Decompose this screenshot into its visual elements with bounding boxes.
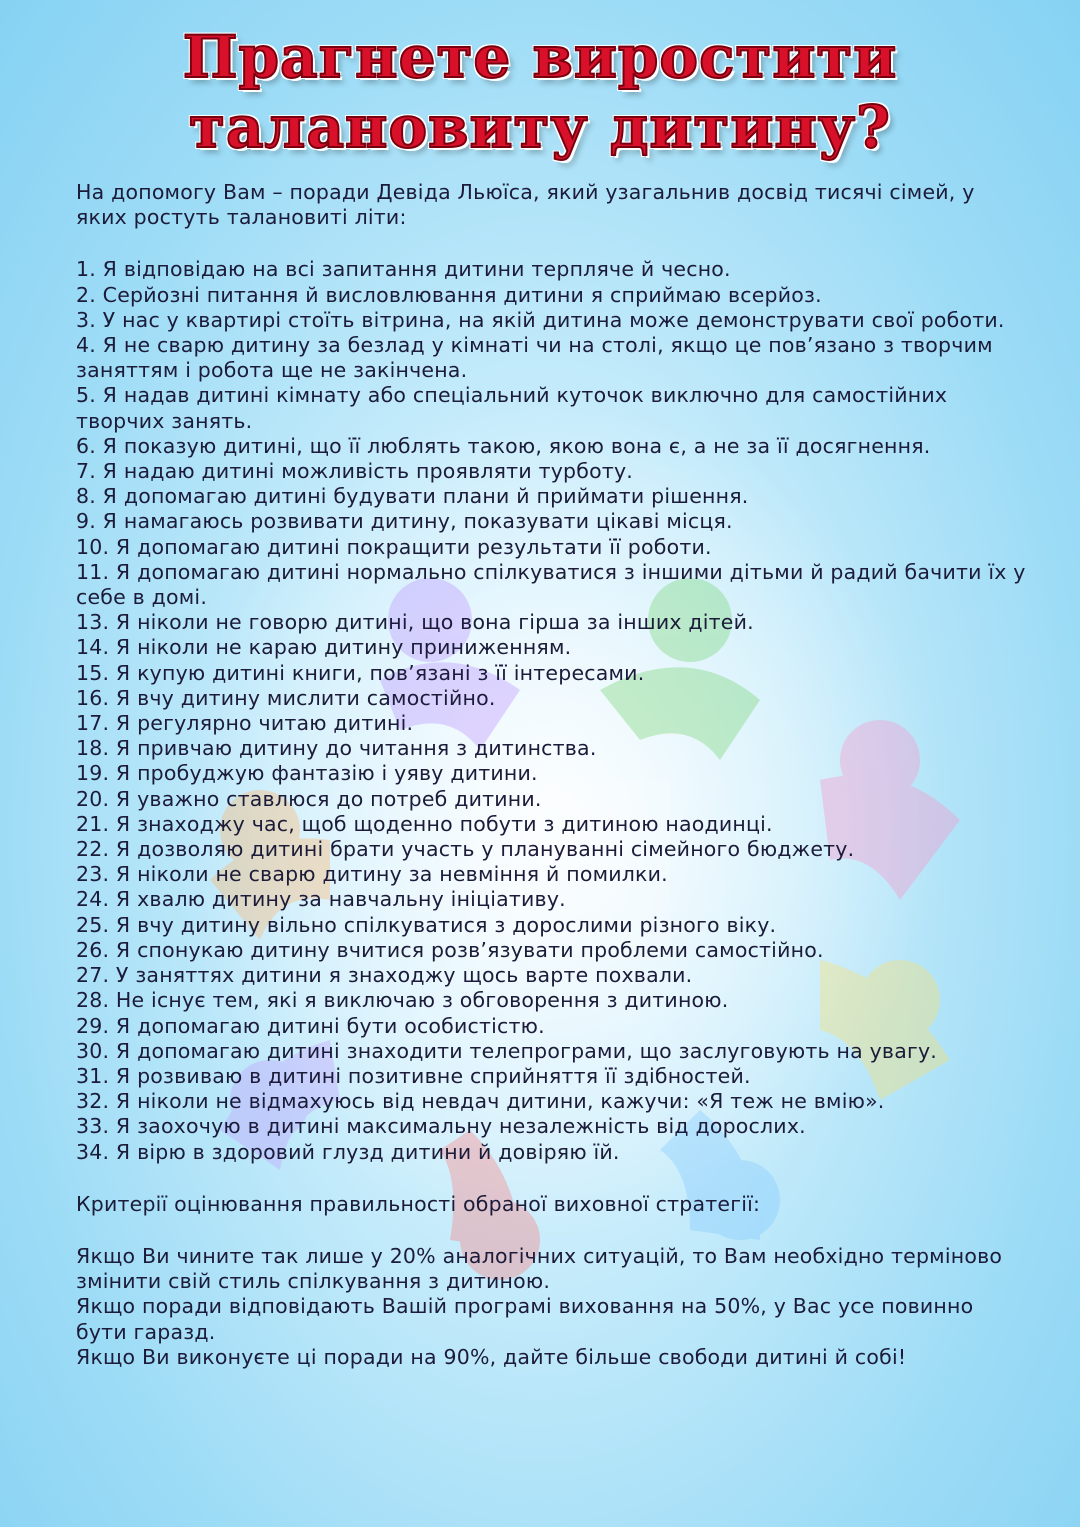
list-item: 2. Серйозні питання й висловлювання дитини я сприймаю всерйоз. bbox=[76, 282, 822, 307]
list-item: 11. Я допомагаю дитині нормально спілкуватися з іншими дітьми й радий бачити їх у себе в домі. bbox=[76, 559, 1026, 610]
list-item: 31. Я розвиваю в дитині позитивне сприйняття її здібностей. bbox=[76, 1063, 751, 1088]
list-item: 28. Не існує тем, які я виключаю з обговорення з дитиною. bbox=[76, 988, 729, 1013]
list-item: 33. Я заохочую в дитині максимальну незалежність від дорослих. bbox=[76, 1114, 806, 1139]
list-item: 21. Я знаходжу час, щоб щоденно побути з дитиною наодинці. bbox=[76, 811, 773, 836]
list-item: 7. Я надаю дитині можливість проявляти турботу. bbox=[76, 459, 634, 484]
list-item: 32. Я ніколи не відмахуюсь від невдач дитини, кажучи: «Я теж не вмію». bbox=[76, 1089, 885, 1114]
list-item: 29. Я допомагаю дитині бути особистістю. bbox=[76, 1013, 545, 1038]
criteria-item: Якщо поради відповідають Вашій програмі виховання на 50%, у Вас усе повинно бути гаразд. bbox=[76, 1294, 974, 1344]
criteria-item: Якщо Ви чините так лише у 20% аналогічних ситуацій, то Вам необхідно терміново змінити свій стиль спілкування з дитиною. bbox=[76, 1243, 1003, 1294]
list-item: 4. Я не сварю дитину за безлад у кімнаті чи на столі, якщо це пов’язано з творчим заняттям і робота ще не закінчена. bbox=[76, 333, 993, 383]
list-item: 23. Я ніколи не сварю дитину за невміння й помилки. bbox=[76, 862, 668, 887]
title-line-2: талановиту дитину? bbox=[189, 93, 891, 161]
list-item: 10. Я допомагаю дитині покращити результати її роботи. bbox=[76, 534, 712, 559]
list-item: 20. Я уважно ставлюся до потреб дитини. bbox=[76, 786, 542, 811]
list-item: 22. Я дозволяю дитині брати участь у плануванні сімейного бюджету. bbox=[76, 837, 855, 862]
list-item: 8. Я допомагаю дитині будувати плани й приймати рішення. bbox=[76, 484, 749, 509]
list-item: 14. Я ніколи не караю дитину приниженням. bbox=[76, 635, 572, 660]
criteria-item: Якщо Ви виконуєте ці поради на 90%, дайте більше свободи дитині й собі! bbox=[76, 1344, 907, 1369]
list-item: 27. У заняттях дитини я знаходжу щось варте похвали. bbox=[76, 963, 693, 988]
list-item: 26. Я спонукаю дитину вчитися розв’язувати проблеми самостійно. bbox=[76, 937, 824, 962]
list-item: 5. Я надав дитині кімнату або спеціальний куточок виключно для самостійних творчих занять. bbox=[76, 383, 948, 433]
intro-paragraph: На допомогу Вам – поради Девіда Льюїса, який узагальнив досвід тисячі сімей, у яких ростуть талановиті літи: bbox=[76, 180, 975, 230]
list-item: 15. Я купую дитині книги, пов’язані з її інтересами. bbox=[76, 660, 645, 685]
content bbox=[76, 180, 1026, 1370]
list-item: 1. Я відповідаю на всі запитання дитини терпляче й чесно. bbox=[76, 257, 731, 282]
list-item: 19. Я пробуджую фантазію і уяву дитини. bbox=[76, 761, 538, 786]
list-item: 18. Я привчаю дитину до читання з дитинства. bbox=[76, 736, 597, 761]
list-item: 30. Я допомагаю дитині знаходити телепрограми, що заслуговують на увагу. bbox=[76, 1038, 937, 1063]
criteria-heading: Критерії оцінювання правильності обраної виховної стратегії: bbox=[76, 1191, 761, 1216]
title-line-1: Прагнете виростити bbox=[182, 23, 898, 91]
list-item: 24. Я хвалю дитину за навчальну ініціативу. bbox=[76, 887, 566, 912]
page-title bbox=[0, 22, 1080, 162]
list-item: 6. Я показую дитині, що її люблять такою, якою вона є, а не за її досягнення. bbox=[76, 433, 931, 458]
list-item: 9. Я намагаюсь розвивати дитину, показувати цікаві місця. bbox=[76, 509, 733, 534]
list-item: 34. Я вірю в здоровий глузд дитини й довіряю їй. bbox=[76, 1139, 620, 1164]
list-item: 3. У нас у квартирі стоїть вітрина, на якій дитина може демонструвати свої роботи. bbox=[76, 307, 1005, 332]
tips-list bbox=[76, 257, 1026, 1164]
list-item: 16. Я вчу дитину мислити самостійно. bbox=[76, 685, 496, 710]
list-item: 17. Я регулярно читаю дитині. bbox=[76, 711, 414, 736]
list-item: 13. Я ніколи не говорю дитині, що вона гірша за інших дітей. bbox=[76, 610, 754, 635]
list-item: 25. Я вчу дитину вільно спілкуватися з дорослими різного віку. bbox=[76, 912, 777, 937]
